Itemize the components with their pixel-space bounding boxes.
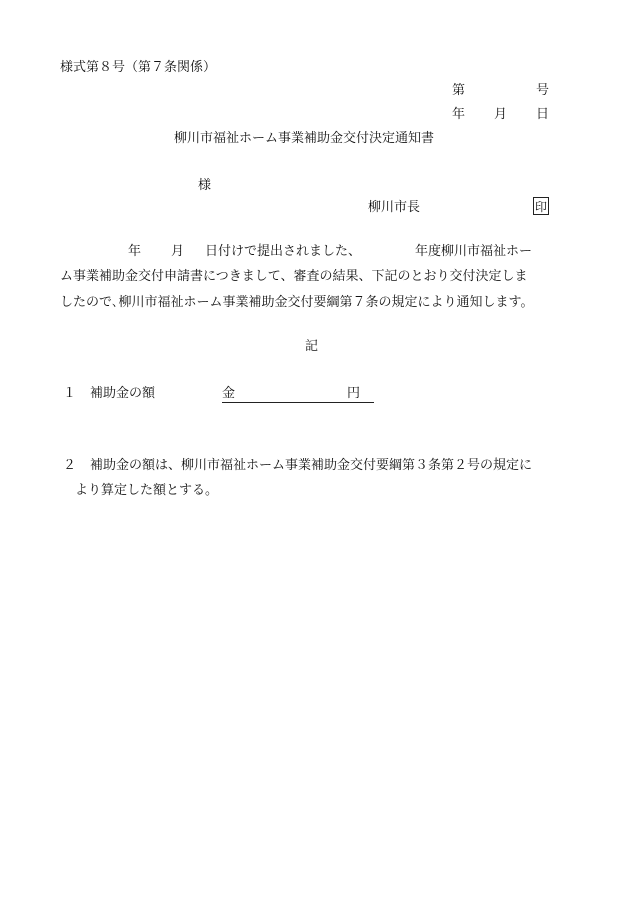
body-date-clause: 日付けで提出されました、 [205, 244, 362, 259]
body-year-label: 年 [128, 244, 142, 259]
body-line-2: ム事業補助金交付申請書につきまして、審査の結果、下記のとおり交付決定しま [60, 269, 528, 284]
date-year-label: 年 [452, 107, 466, 122]
body-month-label: 月 [171, 244, 185, 259]
body-line-1 [60, 244, 570, 260]
document-title: 柳川市福祉ホーム事業補助金交付決定通知書 [174, 131, 435, 146]
item-1-number: １ [63, 386, 77, 401]
form-number: 様式第８号（第７条関係） [60, 60, 217, 75]
document-number-suffix: 号 [536, 83, 550, 98]
item-2-text-line-1: 補助金の額は、柳川市福祉ホーム事業補助金交付要綱第３条第２号の規定に [90, 458, 533, 473]
ki-heading: 記 [305, 339, 319, 354]
body-line-3: したので､柳川市福祉ホーム事業補助金交付要綱第７条の規定により通知します。 [60, 295, 534, 310]
item-2-text-line-2: より算定した額とする。 [75, 483, 219, 498]
issuer-name: 柳川市長 [368, 200, 421, 215]
amount-prefix: 金 [222, 386, 236, 401]
amount-suffix: 円 [347, 386, 361, 401]
amount-field [222, 386, 374, 403]
item-1-label: 補助金の額 [90, 386, 156, 401]
body-fiscal-year-clause: 年度柳川市福祉ホー [415, 244, 533, 259]
document-number-prefix: 第 [452, 83, 466, 98]
item-2-number: ２ [63, 458, 77, 473]
addressee-suffix: 様 [198, 178, 212, 193]
date-month-label: 月 [494, 107, 508, 122]
seal-box: 印 [533, 197, 549, 215]
date-day-label: 日 [536, 107, 550, 122]
